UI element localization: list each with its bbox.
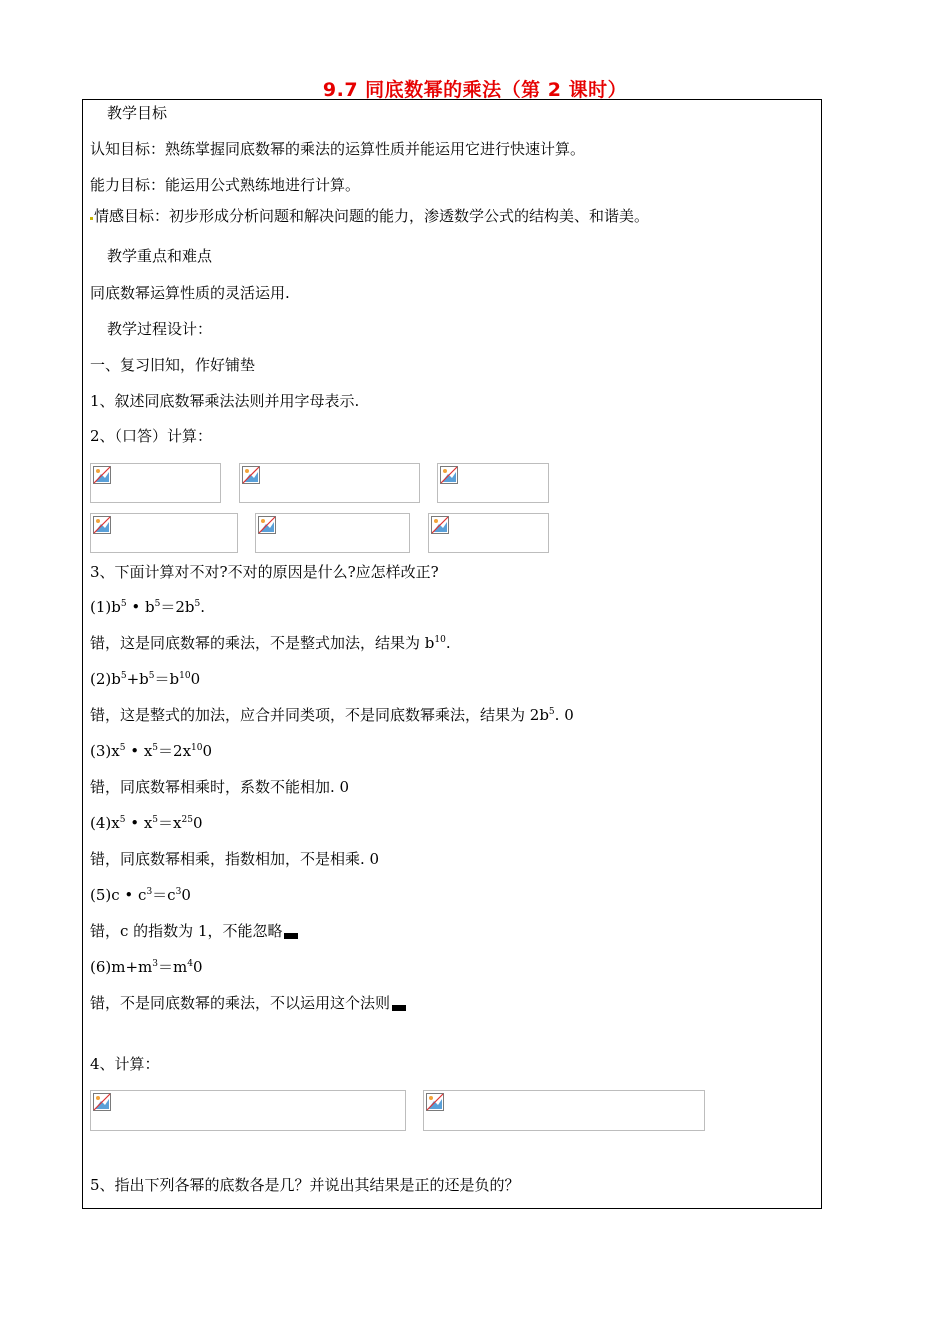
item-5	[90, 886, 191, 904]
content-frame	[82, 99, 822, 1209]
formula-image	[239, 463, 420, 503]
broken-image-icon	[93, 466, 111, 484]
exponent: 5	[119, 815, 126, 825]
expr-part: ＝c	[152, 886, 176, 904]
expr-part: ＝2x	[158, 742, 192, 760]
answer-5	[90, 922, 298, 940]
exponent: 5	[148, 671, 155, 681]
exponent: 5	[152, 743, 159, 753]
cognitive-goal: 认知目标：熟练掌握同底数幂的乘法的运算性质并能运用它进行快速计算。	[90, 140, 586, 158]
exponent: 5	[194, 599, 201, 609]
exponent: 5	[120, 671, 127, 681]
expr-part: ＝m	[158, 958, 188, 976]
formula-image	[255, 513, 410, 553]
formula-image	[90, 463, 221, 503]
exponent: 3	[152, 959, 158, 969]
item-6	[90, 958, 203, 976]
expr-part: (3)x	[90, 742, 120, 760]
key-points-heading: 教学重点和难点	[107, 247, 213, 265]
item-2	[90, 670, 200, 688]
emotion-goal-text: 情感目标：初步形成分析问题和解决问题的能力，渗透数学公式的结构美、和谐美。	[94, 207, 650, 225]
question-5: 5、指出下列各幂的底数各是几？并说出其结果是正的还是负的？	[90, 1176, 520, 1194]
expr-part: .	[200, 598, 205, 616]
exponent: 5	[152, 815, 159, 825]
expr-part: (1)b	[90, 598, 121, 616]
expr-part: 0	[192, 814, 203, 832]
exponent: 5	[119, 743, 126, 753]
broken-image-icon	[258, 516, 276, 534]
question-2: 2、（口答）计算：	[90, 427, 213, 445]
expr-part: 0	[181, 886, 191, 904]
broken-image-icon	[431, 516, 449, 534]
exponent: 3	[175, 887, 182, 897]
key-points: 同底数幂运算性质的灵活运用.	[90, 284, 290, 302]
answer-2	[90, 706, 574, 724]
exponent: 10	[434, 635, 446, 645]
answer-text: 错，这是整式的加法，应合并同类项，不是同底数幂乘法，结果为 2b	[90, 706, 549, 724]
answer-end: .	[445, 634, 451, 652]
expr-part: ＝2b	[160, 598, 195, 616]
expr-part: • x	[125, 742, 153, 760]
section-1-heading: 一、复习旧知，作好铺垫	[90, 356, 256, 374]
marker-dot	[90, 217, 93, 220]
broken-image-icon	[440, 466, 458, 484]
formula-image	[428, 513, 549, 553]
ink-mark	[284, 933, 298, 939]
broken-image-icon	[93, 1093, 111, 1111]
formula-image	[437, 463, 549, 503]
expr-part: (5)c • c	[90, 886, 147, 904]
expr-part: • b	[126, 598, 155, 616]
exponent: 10	[191, 743, 203, 753]
broken-image-icon	[93, 516, 111, 534]
emotion-goal	[90, 207, 649, 225]
expr-part: 0	[190, 670, 201, 688]
answer-end: . 0	[554, 706, 574, 724]
item-3	[90, 742, 212, 760]
answer-6	[90, 994, 406, 1012]
item-4	[90, 814, 203, 832]
answer-1	[90, 634, 451, 652]
answer-text: 错，c 的指数为 1，不能忽略	[90, 922, 283, 940]
exponent: 5	[548, 707, 555, 717]
exponent: 3	[146, 887, 153, 897]
exponent: 25	[181, 815, 193, 825]
objectives-heading: 教学目标	[107, 104, 168, 122]
expr-part: • x	[125, 814, 153, 832]
expr-part: (2)b	[90, 670, 121, 688]
broken-image-icon	[426, 1093, 444, 1111]
exponent: 10	[179, 671, 191, 681]
answer-text: 错，不是同底数幂的乘法，不以运用这个法则	[90, 994, 391, 1012]
broken-image-icon	[242, 466, 260, 484]
question-4: 4、计算：	[90, 1055, 160, 1073]
question-1: 1、叙述同底数幂乘法法则并用字母表示.	[90, 392, 360, 410]
ability-goal: 能力目标：能运用公式熟练地进行计算。	[90, 176, 361, 194]
formula-image	[90, 513, 238, 553]
expr-part: 0	[192, 958, 203, 976]
exponent: 5	[120, 599, 127, 609]
process-heading: 教学过程设计：	[107, 320, 213, 338]
answer-text: 错，这是同底数幂的乘法，不是整式加法，结果为 b	[90, 634, 435, 652]
ink-mark	[392, 1005, 406, 1011]
question-3: 3、下面计算对不对?不对的原因是什么?应怎样改正?	[90, 563, 439, 581]
exponent: 4	[187, 959, 193, 969]
expr-part: 0	[202, 742, 213, 760]
expr-part: +b	[126, 670, 149, 688]
answer-4: 错，同底数幂相乘，指数相加，不是相乘. 0	[90, 850, 380, 868]
page-title: 9.7 同底数幂的乘法（第 2 课时）	[322, 79, 628, 101]
expr-part: ＝b	[154, 670, 180, 688]
formula-image	[423, 1090, 705, 1131]
expr-part: ＝x	[158, 814, 182, 832]
exponent: 5	[154, 599, 161, 609]
expr-part: (6)m+m	[90, 958, 153, 976]
answer-3: 错，同底数幂相乘时，系数不能相加. 0	[90, 778, 350, 796]
formula-image	[90, 1090, 406, 1131]
item-1	[90, 598, 205, 616]
expr-part: (4)x	[90, 814, 120, 832]
